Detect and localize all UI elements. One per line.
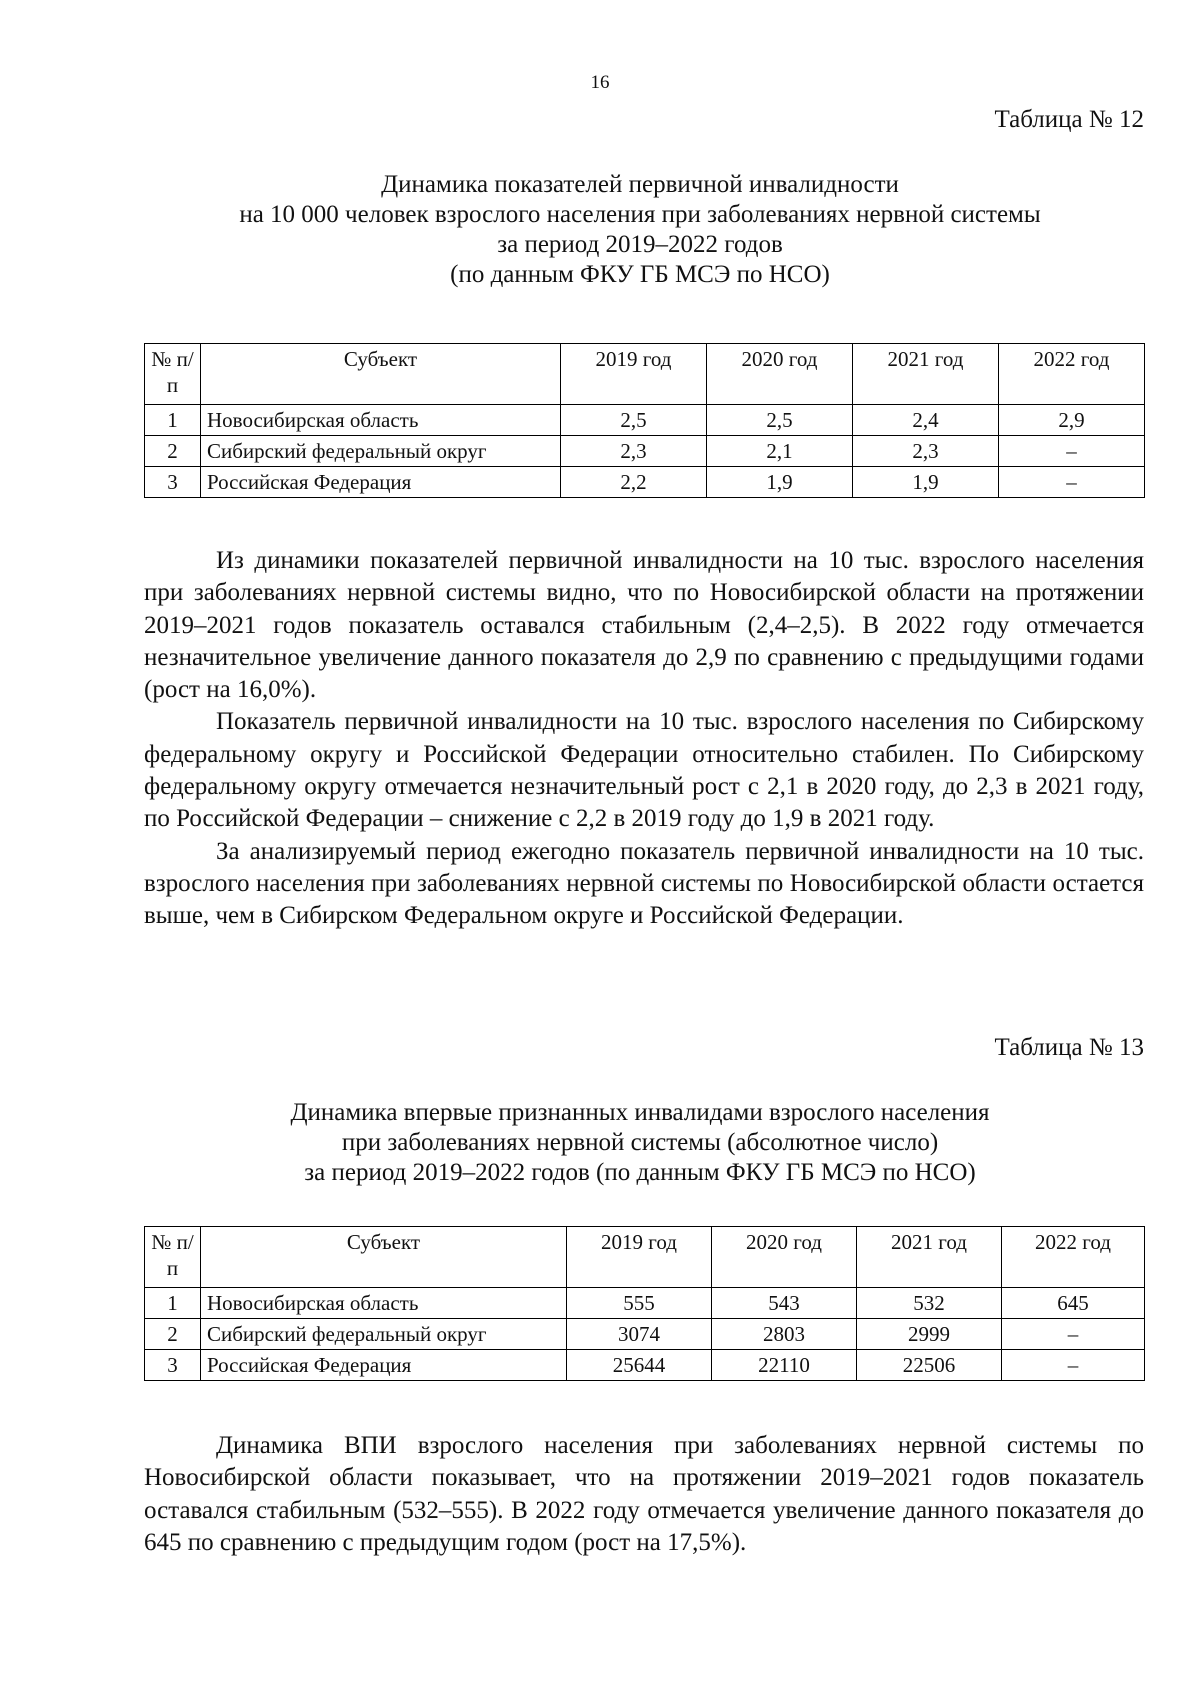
column-header-number: № п/п [145, 1227, 201, 1288]
table-12-label: Таблица № 12 [994, 106, 1144, 133]
cell-number: 2 [145, 436, 201, 467]
cell-value: – [999, 467, 1145, 498]
cell-subject: Сибирский федеральный округ [201, 1319, 567, 1350]
cell-value: – [1002, 1319, 1145, 1350]
paragraph: За анализируемый период ежегодно показатель первичной инвалидности на 10 тыс. взрослого населения при заболеваниях нервной системы по Новосибирской области остается выше, чем в Сибирском Федеральном округе и Российской Федерации. [144, 837, 1144, 930]
cell-value: 2803 [712, 1319, 857, 1350]
column-header-number: № п/п [145, 344, 201, 405]
cell-value: 2999 [857, 1319, 1002, 1350]
cell-value: 2,9 [999, 405, 1145, 436]
cell-value: 1,9 [853, 467, 999, 498]
analysis-text-1 [144, 545, 1144, 933]
table-row [145, 436, 1145, 467]
page-number: 16 [590, 72, 610, 93]
cell-value: 1,9 [707, 467, 853, 498]
cell-value: 2,3 [561, 436, 707, 467]
cell-value: 555 [567, 1288, 712, 1319]
table-header-row [145, 344, 1145, 405]
column-header-2020: 2020 год [707, 344, 853, 405]
column-header-2019: 2019 год [567, 1227, 712, 1288]
cell-number: 1 [145, 405, 201, 436]
table-row [145, 467, 1145, 498]
cell-number: 3 [145, 1350, 201, 1381]
cell-value: 532 [857, 1288, 1002, 1319]
analysis-text-2 [144, 1430, 1144, 1559]
cell-value: 543 [712, 1288, 857, 1319]
cell-value: 2,3 [853, 436, 999, 467]
table-12 [144, 343, 1145, 498]
table-row [145, 1288, 1145, 1319]
table-12-title-line: Динамика показателей первичной инвалидности [381, 171, 899, 198]
table-13-label: Таблица № 13 [994, 1034, 1144, 1061]
table-12-title-line: на 10 000 человек взрослого населения при заболеваниях нервной системы [239, 201, 1041, 228]
table-header-row [145, 1227, 1145, 1288]
cell-subject: Российская Федерация [201, 1350, 567, 1381]
paragraph: Динамика ВПИ взрослого населения при заболеваниях нервной системы по Новосибирской области показывает, что на протяжении 2019–2021 годов показатель оставался стабильным (532–555). В 2022 году отмечается увеличение данного показателя до 645 по сравнению с предыдущим годом (рост на 17,5%). [144, 1432, 1144, 1556]
column-header-2022: 2022 год [999, 344, 1145, 405]
column-header-2019: 2019 год [561, 344, 707, 405]
cell-value: 2,5 [707, 405, 853, 436]
column-header-2020: 2020 год [712, 1227, 857, 1288]
cell-value: – [999, 436, 1145, 467]
paragraph: Показатель первичной инвалидности на 10 тыс. взрослого населения по Сибирскому федеральному округу и Российской Федерации относительно стабилен. По Сибирскому федеральному округу отмечается незначительный рост с 2,1 в 2020 году, до 2,3 в 2021 году, по Российской Федерации – снижение с 2,2 в 2019 году до 1,9 в 2021 году. [144, 708, 1144, 833]
table-13-title-line: при заболеваниях нервной системы (абсолютное число) [341, 1129, 939, 1156]
column-header-2021: 2021 год [857, 1227, 1002, 1288]
cell-number: 3 [145, 467, 201, 498]
cell-value: 25644 [567, 1350, 712, 1381]
cell-value: 22110 [712, 1350, 857, 1381]
cell-value: – [1002, 1350, 1145, 1381]
column-header-subject: Субъект [201, 344, 561, 405]
cell-value: 22506 [857, 1350, 1002, 1381]
table-row [145, 405, 1145, 436]
cell-subject: Новосибирская область [201, 1288, 567, 1319]
cell-subject: Новосибирская область [201, 405, 561, 436]
cell-value: 2,4 [853, 405, 999, 436]
cell-value: 2,5 [561, 405, 707, 436]
cell-value: 2,2 [561, 467, 707, 498]
table-13-title [140, 1098, 1140, 1188]
table-12-title-line: за период 2019–2022 годов [497, 231, 783, 258]
table-row [145, 1350, 1145, 1381]
cell-number: 1 [145, 1288, 201, 1319]
cell-value: 2,1 [707, 436, 853, 467]
column-header-subject: Субъект [201, 1227, 567, 1288]
cell-subject: Сибирский федеральный округ [201, 436, 561, 467]
cell-number: 2 [145, 1319, 201, 1350]
table-12-title [140, 170, 1140, 290]
column-header-2021: 2021 год [853, 344, 999, 405]
table-13-title-line: за период 2019–2022 годов (по данным ФКУ ГБ МСЭ по НСО) [304, 1159, 976, 1186]
column-header-2022: 2022 год [1002, 1227, 1145, 1288]
table-row [145, 1319, 1145, 1350]
table-13-title-line: Динамика впервые признанных инвалидами взрослого населения [290, 1099, 990, 1126]
paragraph: Из динамики показателей первичной инвалидности на 10 тыс. взрослого населения при заболеваниях нервной системы видно, что по Новосибирской области на протяжении 2019–2021 годов показатель оставался стабильным (2,4–2,5). В 2022 году отмечается незначительное увеличение данного показателя до 2,9 по сравнению с предыдущими годами (рост на 16,0%). [144, 547, 1144, 704]
cell-subject: Российская Федерация [201, 467, 561, 498]
cell-value: 645 [1002, 1288, 1145, 1319]
table-13 [144, 1226, 1145, 1381]
cell-value: 3074 [567, 1319, 712, 1350]
table-12-title-line: (по данным ФКУ ГБ МСЭ по НСО) [450, 261, 830, 288]
